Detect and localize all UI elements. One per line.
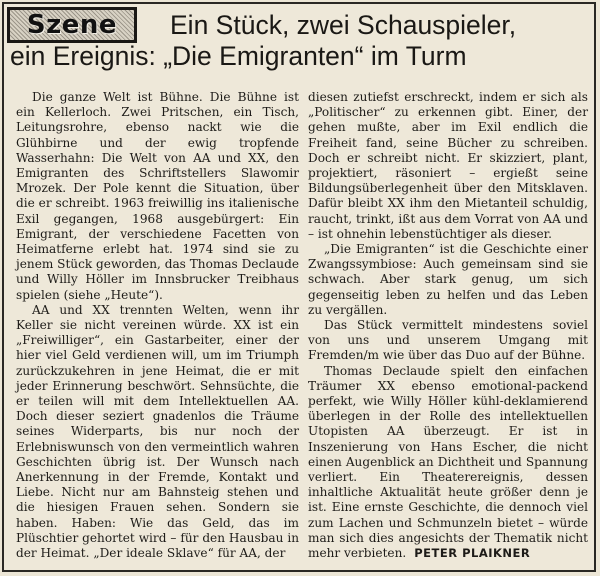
section-rubric-box bbox=[7, 7, 137, 43]
paragraph: Das Stück vermittelt mindestens soviel von uns und unserem Umgang mit Fremden/m wie über das Duo auf der Bühne. bbox=[308, 318, 588, 363]
newspaper-clipping bbox=[2, 2, 596, 572]
paragraph: Die ganze Welt ist Bühne. Die Bühne ist ein Kellerloch. Zwei Pritschen, ein Tisch, Leitungsrohre, ebenso nackt wie die Glühbirne und der ewig tropfende Wasserhahn: Die Welt von AA und XX, den Emigranten des Schriftstellers Slawomir Mrozek. Der Pole kennt die Situation, über die er schreibt. 1963 freiwillig ins italienische Exil gegangen, 1968 ausgebürgert: Ein Emigrant, der verschiedene Facetten von Heimatferne erlebt hat. 1974 sind sie zu jenem Stück geworden, das Thomas Declaude und Willy Höller im Innsbrucker Treibhaus spielen (siehe „Heute“). bbox=[16, 90, 299, 302]
paragraph-text: Thomas Declaude spielt den einfachen Träumer XX ebenso emotional-packend perfekt, wie Willy Höller kühl-deklamierend überlegen in der Rolle des intellektuellen Utopisten AA überzeugt. Er ist in Inszenierung von Hans Escher, die nicht einen Augenblick an Dichtheit und Spannung verliert. Ein Theaterereignis, dessen inhaltliche Aktualität heute größer denn je ist. Eine ernste Geschichte, die dennoch viel zum Lachen und Schmunzeln bietet – würde man sich dies angesichts der Thematik nicht mehr verbieten. bbox=[308, 363, 588, 561]
author-byline: PETER PLAIKNER bbox=[414, 546, 531, 561]
headline-line-2: ein Ereignis: „Die Emigranten“ im Turm bbox=[10, 41, 467, 71]
paragraph: AA und XX trennten Welten, wenn ihr Keller sie nicht vereinen würde. XX ist ein „Freiwilliger“, ein Gastarbeiter, einer der hier viel Geld verdienen will, um im Triumph zurückzukehren in jene Heimat, die er mit jeder Erinnerung beschwört. Sehnsüchte, die er teilen will mit dem Intellektuellen AA. Doch dieser seziert gnadenlos die Träume seines Widerparts, bis nur noch der Erlebniswunsch von den vermeintlich wahren Geschichten übrig ist. Der Wunsch nach Anerkennung in der Fremde, Kontakt und Liebe. Nicht nur am Bahnsteig stehen und die hiesigen Frauen sehen. Sondern sie haben. Haben: Wie das Geld, das im Plüschtier gehortet wird – für den Hausbau in der Heimat. „Der ideale Sklave“ für AA, der bbox=[16, 302, 299, 561]
paragraph: „Die Emigranten“ ist die Geschichte einer Zwangssymbiose: Auch gemeinsam sind sie schwach. Aber stark genug, um sich gegenseitig leben zu helfen und das Leben zu vergällen. bbox=[308, 242, 588, 317]
paragraph bbox=[308, 364, 588, 562]
headline-line-1: Ein Stück, zwei Schauspieler, bbox=[170, 10, 517, 40]
left-column bbox=[16, 90, 299, 561]
paragraph: diesen zutiefst erschreckt, indem er sich als „Politischer“ zu erkennen gibt. Einer, der gehen mußte, aber im Exil endlich die Freiheit fand, seine Bücher zu schreiben. Doch er schreibt nicht. Er skizziert, plant, projektiert, räsoniert – ergießt seine Bildungsüberlegenheit über den Mitsklaven. Dafür bleibt XX ihm den Mietanteil schuldig, raucht, trinkt, ißt aus dem Vorrat von AA und – ist ohnehin lebenstüchtiger als dieser. bbox=[308, 90, 588, 241]
section-rubric: Szene bbox=[26, 10, 118, 40]
right-column bbox=[308, 90, 588, 561]
